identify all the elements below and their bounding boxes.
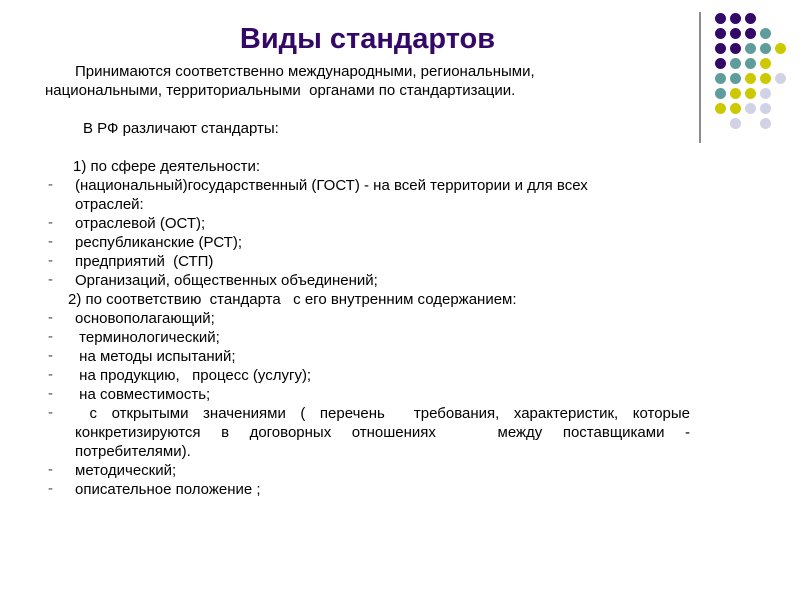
deco-dot — [715, 103, 726, 114]
slide-title: Виды стандартов — [239, 23, 496, 55]
list-item — [45, 271, 690, 290]
bullet-dash-icon: - — [48, 461, 53, 478]
list-item — [45, 347, 690, 366]
deco-dot — [745, 73, 756, 84]
decoration-divider-line — [699, 12, 701, 143]
deco-dot — [760, 43, 771, 54]
deco-dot — [745, 58, 756, 69]
list-item-text: на продукцию, процесс (услугу); — [75, 367, 312, 384]
deco-dot — [760, 118, 771, 129]
deco-dot — [715, 43, 726, 54]
list-item-text: предприятий (СТП) — [75, 253, 214, 270]
deco-dot — [775, 43, 786, 54]
bullet-dash-icon: - — [48, 404, 53, 421]
deco-dot — [715, 28, 726, 39]
deco-dot — [730, 88, 741, 99]
deco-dot — [715, 58, 726, 69]
deco-dot — [730, 73, 741, 84]
bullet-dash-icon: - — [48, 271, 53, 288]
list-item — [45, 328, 690, 347]
list-item — [45, 461, 690, 480]
list-item-text: методический; — [75, 462, 177, 479]
list-item-text: Организаций, общественных объединений; — [75, 272, 378, 289]
list-item — [45, 480, 690, 499]
list-item-text: основополагающий; — [75, 310, 215, 327]
list-item — [45, 385, 690, 404]
deco-dot — [715, 13, 726, 24]
rf-line: В РФ различают стандарты: — [83, 120, 279, 137]
deco-dot — [745, 28, 756, 39]
bullet-dash-icon: - — [48, 252, 53, 269]
list-item — [45, 404, 690, 461]
deco-dot — [745, 13, 756, 24]
list-item-text: описательное положение ; — [75, 481, 261, 498]
deco-dot — [760, 103, 771, 114]
deco-dot — [730, 103, 741, 114]
bullet-dash-icon: - — [48, 328, 53, 345]
section1-heading: 1) по сфере деятельности: — [73, 158, 261, 175]
list-item — [45, 176, 690, 214]
bullet-dash-icon: - — [48, 214, 53, 231]
section2-heading: 2) по соответствию стандарта с его внутренним содержанием: — [68, 291, 517, 308]
list-item — [45, 252, 690, 271]
list-item-text: с открытыми значениями ( перечень требования, характеристик, которые конкретизируются в договорных отношениях между поставщиками - потребителями). — [75, 405, 690, 460]
bullet-dash-icon: - — [48, 366, 53, 383]
deco-dot — [760, 73, 771, 84]
bullet-dash-icon: - — [48, 347, 53, 364]
list-item — [45, 309, 690, 328]
list-item — [45, 233, 690, 252]
bullet-dash-icon: - — [48, 385, 53, 402]
deco-dot — [760, 88, 771, 99]
bullet-dash-icon: - — [48, 480, 53, 497]
deco-dot — [730, 118, 741, 129]
deco-dot — [745, 88, 756, 99]
deco-dot — [760, 58, 771, 69]
list-item-text: отраслевой (ОСТ); — [75, 215, 206, 232]
deco-dot — [730, 28, 741, 39]
list-item-text: республиканские (РСТ); — [75, 234, 242, 251]
list-item-text: (национальный)государственный (ГОСТ) - на всей территории и для всех отраслей: — [75, 177, 588, 213]
dots-pattern — [713, 11, 788, 131]
bullet-dash-icon: - — [48, 176, 53, 193]
deco-dot — [730, 43, 741, 54]
intro-paragraph: Принимаются соответственно международными, региональными, национальными, территориальными органами по стандартизации. — [45, 63, 535, 99]
deco-dot — [715, 73, 726, 84]
deco-dot — [730, 58, 741, 69]
deco-dot — [775, 73, 786, 84]
deco-dot — [745, 103, 756, 114]
list-item-text: терминологический; — [75, 329, 220, 346]
section1-list — [45, 176, 690, 290]
section2-list — [45, 309, 690, 499]
bullet-dash-icon: - — [48, 233, 53, 250]
bullet-dash-icon: - — [48, 309, 53, 326]
corner-decoration — [690, 0, 800, 150]
list-item-text: на совместимость; — [75, 386, 211, 403]
list-item-text: на методы испытаний; — [75, 348, 236, 365]
deco-dot — [760, 28, 771, 39]
deco-dot — [715, 88, 726, 99]
list-item — [45, 214, 690, 233]
slide-body — [45, 62, 690, 499]
deco-dot — [730, 13, 741, 24]
list-item — [45, 366, 690, 385]
deco-dot — [745, 43, 756, 54]
